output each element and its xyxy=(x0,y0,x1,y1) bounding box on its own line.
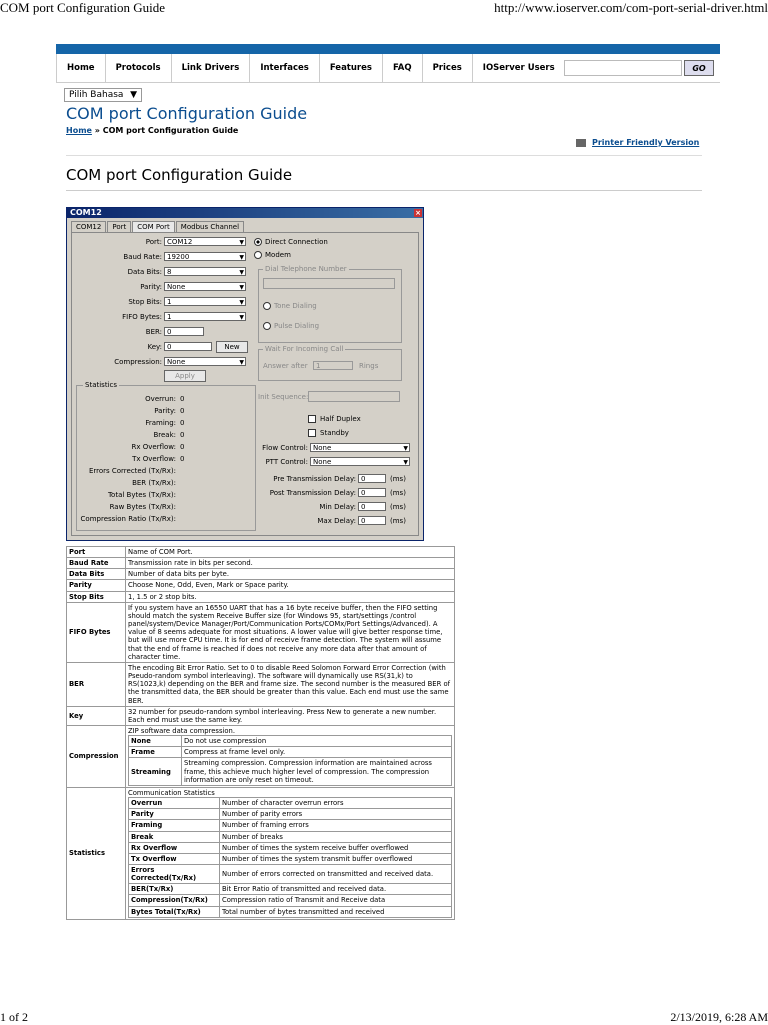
subtable-value: Streaming compression. Compression information are maintained across frame, this achieve much higher level of compression. The compression information are only reset on timeout. xyxy=(182,758,452,785)
tab-com12[interactable]: COM12 xyxy=(71,221,106,232)
subtable-key: Tx Overflow xyxy=(129,853,220,864)
answer-after-label: Answer after xyxy=(263,362,308,370)
stat-label: Compression Ratio (Tx/Rx): xyxy=(80,515,176,523)
ptt-control-select[interactable]: None ▼ xyxy=(310,457,410,466)
subtable-key: Compression(Tx/Rx) xyxy=(129,895,220,906)
search-input[interactable] xyxy=(564,60,682,76)
row-key: BER xyxy=(67,662,126,706)
row-value: Name of COM Port. xyxy=(126,547,455,558)
stat-label: Overrun: xyxy=(145,395,176,403)
tone-dialing-label: Tone Dialing xyxy=(274,302,317,310)
statistics-title: Statistics xyxy=(85,381,117,389)
subtable-value: Compress at frame level only. xyxy=(182,747,452,758)
subtable-value: Number of times the system receive buffer overflowed xyxy=(220,842,452,853)
divider xyxy=(66,190,702,191)
nav-interfaces[interactable]: Interfaces xyxy=(250,54,320,82)
stat-label: Total Bytes (Tx/Rx): xyxy=(107,491,176,499)
page-title: COM port Configuration Guide xyxy=(66,104,308,123)
subtable-row xyxy=(129,809,452,820)
stat-label: Errors Corrected (Tx/Rx): xyxy=(88,467,176,475)
new-key-button[interactable]: New xyxy=(216,341,248,353)
subtable-key: Streaming xyxy=(129,758,182,785)
row-key: Parity xyxy=(67,580,126,591)
ptt-control-label: PTT Control: xyxy=(265,458,308,466)
subtable-row xyxy=(129,736,452,747)
table-row xyxy=(67,706,455,725)
key-input[interactable]: 0 xyxy=(164,342,212,351)
subtable-value: Compression ratio of Transmit and Receive data xyxy=(220,895,452,906)
stat-value: 0 xyxy=(180,443,185,451)
stat-label: Raw Bytes (Tx/Rx): xyxy=(109,503,176,511)
stat-label: BER (Tx/Rx): xyxy=(132,479,176,487)
compression-label: Compression: xyxy=(114,358,162,366)
divider xyxy=(66,155,702,156)
subtable-key: Bytes Total(Tx/Rx) xyxy=(129,906,220,917)
subtable-key: Parity xyxy=(129,809,220,820)
row-value xyxy=(126,725,455,787)
answer-after-input[interactable]: 1 xyxy=(313,361,353,370)
subtable-row xyxy=(129,747,452,758)
nav-topbar xyxy=(56,44,720,54)
table-row xyxy=(67,662,455,706)
tone-dialing-radio[interactable] xyxy=(263,302,317,310)
subtable-row xyxy=(129,895,452,906)
stat-value: 0 xyxy=(180,419,185,427)
delay-input[interactable]: 0 xyxy=(358,488,386,497)
go-button[interactable]: GO xyxy=(684,60,714,76)
subtable-key: Rx Overflow xyxy=(129,842,220,853)
compression-subtable xyxy=(128,735,452,786)
subtable-row xyxy=(129,820,452,831)
stat-value: 0 xyxy=(180,395,185,403)
delay-label: Min Delay: xyxy=(319,503,356,511)
nav-link-drivers[interactable]: Link Drivers xyxy=(172,54,251,82)
subtable-key: None xyxy=(129,736,182,747)
stat-label: Framing: xyxy=(145,419,176,427)
subtable-value: Number of framing errors xyxy=(220,820,452,831)
dialog-title: COM12 xyxy=(70,208,102,217)
row-key: FIFO Bytes xyxy=(67,602,126,662)
baud-rate-label: Baud Rate: xyxy=(123,253,162,261)
subtable-row xyxy=(129,906,452,917)
row-value: Choose None, Odd, Even, Mark or Space parity. xyxy=(126,580,455,591)
pulse-dialing-radio[interactable] xyxy=(263,322,319,330)
delay-unit: (ms) xyxy=(390,489,406,497)
reference-table xyxy=(66,546,455,920)
wait-incoming-label: Wait For Incoming Call xyxy=(265,345,344,353)
subtable-value: Number of character overrun errors xyxy=(220,798,452,809)
standby-label: Standby xyxy=(320,429,349,437)
subtable-row xyxy=(129,853,452,864)
subtable-key: Frame xyxy=(129,747,182,758)
delay-unit: (ms) xyxy=(390,503,406,511)
subtable-key: Framing xyxy=(129,820,220,831)
port-label: Port: xyxy=(145,238,162,246)
init-sequence-label: Init Sequence: xyxy=(258,393,309,401)
subtable-value: Total number of bytes transmitted and received xyxy=(220,906,452,917)
data-bits-label: Data Bits: xyxy=(127,268,162,276)
stop-bits-select[interactable]: 1 ▼ xyxy=(164,297,246,306)
modem-label: Modem xyxy=(265,251,291,259)
tab-modbus-channel[interactable]: Modbus Channel xyxy=(176,221,244,232)
half-duplex-label: Half Duplex xyxy=(320,415,361,423)
table-row xyxy=(67,602,455,662)
subtable-key: BER(Tx/Rx) xyxy=(129,884,220,895)
row-key: Stop Bits xyxy=(67,591,126,602)
printer-link-label: Printer Friendly Version xyxy=(592,138,700,147)
baud-rate-select[interactable]: 19200 ▼ xyxy=(164,252,246,261)
dial-telephone-label: Dial Telephone Number xyxy=(265,265,347,273)
row-value: 1, 1.5 or 2 stop bits. xyxy=(126,591,455,602)
breadcrumb-separator: » xyxy=(91,126,103,135)
row-value: The encoding Bit Error Ratio. Set to 0 to disable Reed Solomon Forward Error Correction (with Pseudo-random symbol interleaving). The software will dynamically use RS(31,k) to RS(1023,k) depending on the BER and frame size. The second number is the measured BER of the transmitted data, the BER should be greater than this value. Each end must use the same BER. xyxy=(126,662,455,706)
row-value: 32 number for pseudo-random symbol interleaving. Press New to generate a new number. Each end must use the same key. xyxy=(126,706,455,725)
delay-unit: (ms) xyxy=(390,475,406,483)
stat-label: Rx Overflow: xyxy=(131,443,176,451)
stat-value: 0 xyxy=(180,407,185,415)
row-key: Port xyxy=(67,547,126,558)
printer-icon xyxy=(576,139,586,147)
parity-select[interactable]: None ▼ xyxy=(164,282,246,291)
half-duplex-checkbox[interactable] xyxy=(308,415,361,423)
subtable-row xyxy=(129,865,452,884)
nav-home[interactable]: Home xyxy=(56,54,106,82)
subtable-value: Number of parity errors xyxy=(220,809,452,820)
row-value: If you system have an 16550 UART that has a 16 byte receive buffer, then the FIFO setting should match the system Receive Buffer size (for Windows 95, start/settings /control panel/system/Device Manager/Port/Communication Ports/COMx/Port Settings/Advanced). A value of 8 seems adequate for most situations. A lower value will give better response time, but will use more CPU time. It is for end of receive frame detection. The system will assume that the end of frame is reached if does not receive any more data after that amount of character time. xyxy=(126,602,455,662)
print-url: http://www.ioserver.com/com-port-serial-driver.html xyxy=(494,0,768,15)
printer-friendly-link[interactable] xyxy=(576,138,699,147)
table-row xyxy=(67,591,455,602)
subtable-key: Break xyxy=(129,831,220,842)
language-label: Pilih Bahasa xyxy=(69,90,124,100)
dialog-titlebar xyxy=(67,208,423,218)
delay-input[interactable]: 0 xyxy=(358,502,386,511)
compression-intro: ZIP software data compression. xyxy=(128,726,235,735)
parity-label: Parity: xyxy=(140,283,162,291)
stat-label: Tx Overflow: xyxy=(132,455,176,463)
direct-connection-radio[interactable] xyxy=(254,238,328,246)
direct-connection-label: Direct Connection xyxy=(265,238,328,246)
com-port-dialog xyxy=(66,207,424,541)
nav-ioserver-users[interactable]: IOServer Users xyxy=(482,63,555,73)
nav-prices[interactable]: Prices xyxy=(423,54,473,82)
dialog-panel xyxy=(71,232,419,536)
subtable-value: Number of breaks xyxy=(220,831,452,842)
row-key: Key xyxy=(67,706,126,725)
row-value xyxy=(126,787,455,919)
row-value: Transmission rate in bits per second. xyxy=(126,558,455,569)
delay-input[interactable]: 0 xyxy=(358,516,386,525)
compression-select[interactable]: None ▼ xyxy=(164,357,246,366)
language-select[interactable] xyxy=(64,88,142,102)
ber-input[interactable]: 0 xyxy=(164,327,204,336)
subtable-value: Bit Error Ratio of transmitted and received data. xyxy=(220,884,452,895)
row-key: Statistics xyxy=(67,787,126,919)
delay-label: Post Transmission Delay: xyxy=(269,489,356,497)
table-row xyxy=(67,547,455,558)
footer-page-number: 1 of 2 xyxy=(0,1010,28,1024)
close-icon[interactable]: × xyxy=(415,209,421,217)
tab-com-port[interactable]: COM Port xyxy=(132,221,175,232)
table-row xyxy=(67,725,455,787)
section-title: COM port Configuration Guide xyxy=(66,166,293,184)
apply-button[interactable]: Apply xyxy=(164,370,206,382)
subtable-row xyxy=(129,884,452,895)
rings-label: Rings xyxy=(359,362,379,370)
row-key: Compression xyxy=(67,725,126,787)
telephone-input[interactable] xyxy=(263,278,395,289)
table-row xyxy=(67,558,455,569)
row-key: Baud Rate xyxy=(67,558,126,569)
print-title: COM port Configuration Guide xyxy=(0,0,166,15)
fifo-bytes-label: FIFO Bytes: xyxy=(122,313,162,321)
modem-radio[interactable] xyxy=(254,251,291,259)
nav-features[interactable]: Features xyxy=(320,54,383,82)
stat-label: Parity: xyxy=(154,407,176,415)
subtable-value: Do not use compression xyxy=(182,736,452,747)
wait-group xyxy=(258,345,402,381)
chevron-down-icon: ▼ xyxy=(130,90,137,100)
pulse-dialing-label: Pulse Dialing xyxy=(274,322,320,330)
key-label: Key: xyxy=(147,343,162,351)
stop-bits-label: Stop Bits: xyxy=(128,298,162,306)
main-nav xyxy=(56,54,720,83)
table-row xyxy=(67,569,455,580)
flow-control-select[interactable]: None ▼ xyxy=(310,443,410,452)
nav-faq[interactable]: FAQ xyxy=(383,54,423,82)
row-key: Data Bits xyxy=(67,569,126,580)
nav-protocols[interactable]: Protocols xyxy=(106,54,172,82)
delay-input[interactable]: 0 xyxy=(358,474,386,483)
statistics-intro: Communication Statistics xyxy=(128,788,215,797)
breadcrumb-home[interactable]: Home xyxy=(66,126,92,135)
standby-checkbox[interactable] xyxy=(308,429,349,437)
stat-value: 0 xyxy=(180,431,185,439)
stat-value: 0 xyxy=(180,455,185,463)
delay-label: Pre Transmission Delay: xyxy=(273,475,356,483)
subtable-row xyxy=(129,798,452,809)
delay-label: Max Delay: xyxy=(317,517,356,525)
table-row xyxy=(67,787,455,919)
stat-label: Break: xyxy=(153,431,176,439)
data-bits-select[interactable]: 8 ▼ xyxy=(164,267,246,276)
ber-label: BER: xyxy=(145,328,162,336)
fifo-bytes-select[interactable]: 1 ▼ xyxy=(164,312,246,321)
port-select[interactable]: COM12 ▼ xyxy=(164,237,246,246)
breadcrumb-current: COM port Configuration Guide xyxy=(102,126,239,135)
row-value: Number of data bits per byte. xyxy=(126,569,455,580)
subtable-key: Errors Corrected(Tx/Rx) xyxy=(129,865,220,884)
subtable-row xyxy=(129,758,452,785)
breadcrumb xyxy=(66,126,238,135)
init-sequence-input[interactable] xyxy=(308,391,400,402)
subtable-row xyxy=(129,831,452,842)
delay-unit: (ms) xyxy=(390,517,406,525)
subtable-row xyxy=(129,842,452,853)
statistics-subtable xyxy=(128,797,452,918)
subtable-value: Number of errors corrected on transmitted and received data. xyxy=(220,865,452,884)
subtable-value: Number of times the system transmit buffer overflowed xyxy=(220,853,452,864)
flow-control-label: Flow Control: xyxy=(262,444,308,452)
subtable-key: Overrun xyxy=(129,798,220,809)
footer-datetime: 2/13/2019, 6:28 AM xyxy=(670,1010,768,1024)
dial-group xyxy=(258,265,402,343)
table-row xyxy=(67,580,455,591)
tab-port[interactable]: Port xyxy=(107,221,131,232)
